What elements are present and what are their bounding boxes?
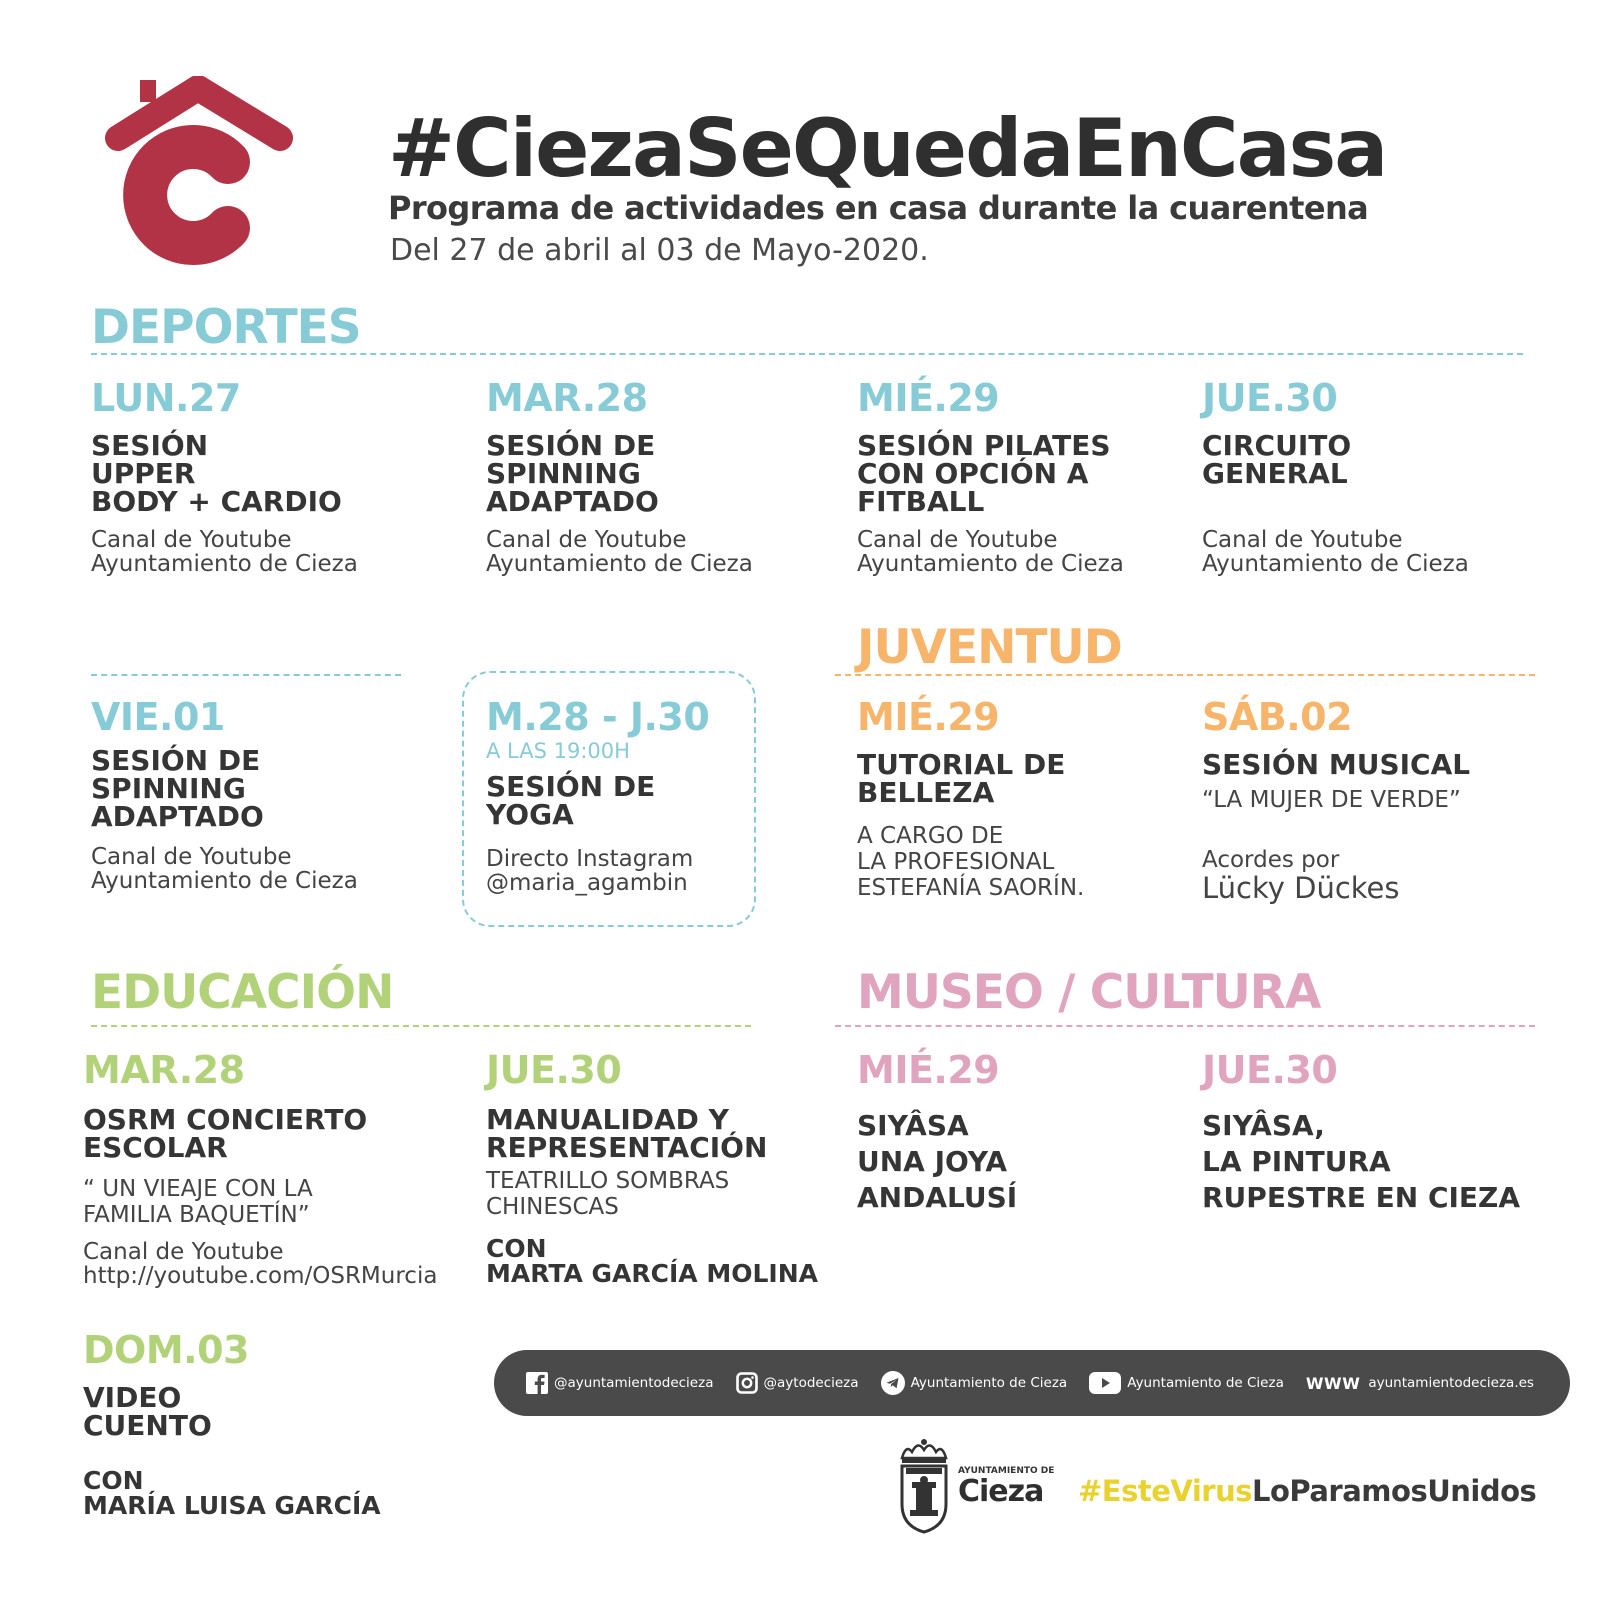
event-day: VIE.01 (91, 695, 225, 739)
event-activity: SESIÓN MUSICAL (1202, 748, 1471, 781)
event-activity: SIYÂSA, LA PINTURA RUPESTRE EN CIEZA (1202, 1109, 1521, 1214)
page-title: #CiezaSeQuedaEnCasa (388, 102, 1387, 195)
event-educacion-mar28 (83, 1048, 437, 1288)
event-day: MAR.28 (83, 1048, 245, 1092)
event-day: MIÉ.29 (857, 695, 1000, 739)
instagram-icon (736, 1372, 758, 1394)
museo-heading: MUSEO / CULTURA (857, 965, 1321, 1020)
event-activity: OSRM CONCIERTO ESCOLAR (83, 1103, 368, 1164)
event-day: LUN.27 (91, 376, 241, 420)
event-day: DOM.03 (83, 1328, 249, 1372)
social-youtube-label: Ayuntamiento de Cieza (1127, 1375, 1284, 1391)
event-deportes-mar28 (486, 376, 753, 576)
event-day: SÁB.02 (1202, 695, 1353, 739)
event-educacion-jue30 (486, 1048, 818, 1286)
hashtag-part-2: LoParamosUnidos (1251, 1474, 1537, 1508)
event-note: TEATRILLO SOMBRAS CHINESCAS (486, 1168, 730, 1220)
deportes-heading: DEPORTES (91, 300, 361, 355)
hashtag-part-1: #EsteVirus (1078, 1474, 1252, 1508)
deportes-divider-2 (91, 674, 401, 676)
event-channel: Canal de Youtube Ayuntamiento de Cieza (91, 844, 358, 894)
event-activity: SESIÓN DE SPINNING ADAPTADO (91, 744, 264, 833)
event-channel: Canal de Youtube Ayuntamiento de Cieza (486, 527, 753, 577)
footer-hashtag (1078, 1474, 1536, 1508)
social-media-bar (494, 1350, 1570, 1416)
event-deportes-lun27 (91, 376, 358, 576)
event-credit-label: Acordes por (1202, 847, 1340, 873)
educacion-divider (91, 1025, 751, 1027)
event-channel: Canal de Youtube http://youtube.com/OSRMurcia (83, 1239, 438, 1289)
event-note: “ UN VIEAJE CON LA FAMILIA BAQUETÍN” (83, 1176, 313, 1228)
event-deportes-jue30 (1202, 376, 1469, 576)
event-day: JUE.30 (486, 1048, 622, 1092)
event-activity: SESIÓN PILATES CON OPCIÓN A FITBALL (857, 429, 1111, 518)
event-deportes-mie29 (857, 376, 1124, 576)
juventud-divider (835, 674, 1535, 676)
event-day: MIÉ.29 (857, 1048, 1000, 1092)
event-educacion-dom03 (83, 1328, 381, 1518)
event-note: A CARGO DE LA PROFESIONAL ESTEFANÍA SAORÍN. (857, 823, 1085, 901)
social-youtube[interactable] (1089, 1372, 1284, 1394)
event-day: JUE.30 (1202, 376, 1338, 420)
event-deportes-vie01 (91, 695, 358, 893)
event-activity: TUTORIAL DE BELLEZA (857, 748, 1066, 809)
museo-divider (835, 1025, 1535, 1027)
social-facebook[interactable] (526, 1372, 713, 1394)
event-presenter: CON MARTA GARCÍA MOLINA (486, 1234, 818, 1288)
social-website[interactable] (1306, 1374, 1534, 1393)
youtube-icon (1089, 1372, 1121, 1394)
social-telegram-label: Ayuntamiento de Cieza (910, 1375, 1068, 1391)
event-channel: Canal de Youtube Ayuntamiento de Cieza (857, 527, 1124, 577)
event-subtitle: “LA MUJER DE VERDE” (1202, 787, 1461, 813)
event-presenter: CON MARÍA LUISA GARCÍA (83, 1466, 381, 1520)
event-activity: VIDEO CUENTO (83, 1381, 212, 1442)
event-activity: SESIÓN UPPER BODY + CARDIO (91, 429, 342, 518)
juventud-heading: JUVENTUD (857, 620, 1122, 675)
event-deportes-yoga (486, 695, 709, 895)
social-website-label: ayuntamientodecieza.es (1368, 1375, 1534, 1391)
event-museo-jue30 (1202, 1048, 1520, 1216)
event-activity: SIYÂSA UNA JOYA ANDALUSÍ (857, 1109, 1018, 1214)
event-juventud-mie29 (857, 695, 1084, 901)
social-instagram[interactable] (736, 1372, 859, 1394)
event-day: MIÉ.29 (857, 376, 1000, 420)
cieza-home-logo (104, 76, 304, 266)
ayuntamiento-crest-icon (896, 1436, 952, 1534)
facebook-icon (526, 1372, 548, 1394)
deportes-divider (91, 353, 1523, 355)
event-channel: Directo Instagram @maria_agambin (486, 846, 694, 896)
event-channel: Canal de Youtube Ayuntamiento de Cieza (91, 527, 358, 577)
social-instagram-label: @aytodecieza (763, 1375, 859, 1391)
event-juventud-sab02 (1202, 695, 1470, 905)
event-channel: Canal de Youtube Ayuntamiento de Cieza (1202, 527, 1469, 577)
web-prefix: WWW (1305, 1373, 1361, 1393)
event-museo-mie29 (857, 1048, 1017, 1216)
event-band-name: Lücky Dückes (1202, 871, 1400, 905)
social-facebook-label: @ayuntamientodecieza (554, 1375, 714, 1391)
event-activity: MANUALIDAD Y REPRESENTACIÓN (486, 1103, 768, 1164)
crest-label-small: AYUNTAMIENTO DE (958, 1466, 1055, 1476)
event-activity: SESIÓN DE YOGA (486, 770, 656, 831)
crest-label-big: Cieza (958, 1474, 1044, 1509)
date-range: Del 27 de abril al 03 de Mayo-2020. (390, 233, 929, 268)
event-day: JUE.30 (1202, 1048, 1338, 1092)
event-time: A LAS 19:00H (486, 739, 630, 763)
event-activity: CIRCUITO GENERAL (1202, 429, 1352, 490)
event-activity: SESIÓN DE SPINNING ADAPTADO (486, 429, 659, 518)
event-day: MAR.28 (486, 376, 648, 420)
page-subtitle: Programa de actividades en casa durante la cuarentena (388, 189, 1369, 227)
telegram-icon (881, 1371, 905, 1395)
event-day: M.28 - J.30 (486, 695, 710, 739)
social-telegram[interactable] (881, 1371, 1068, 1395)
educacion-heading: EDUCACIÓN (91, 965, 394, 1020)
